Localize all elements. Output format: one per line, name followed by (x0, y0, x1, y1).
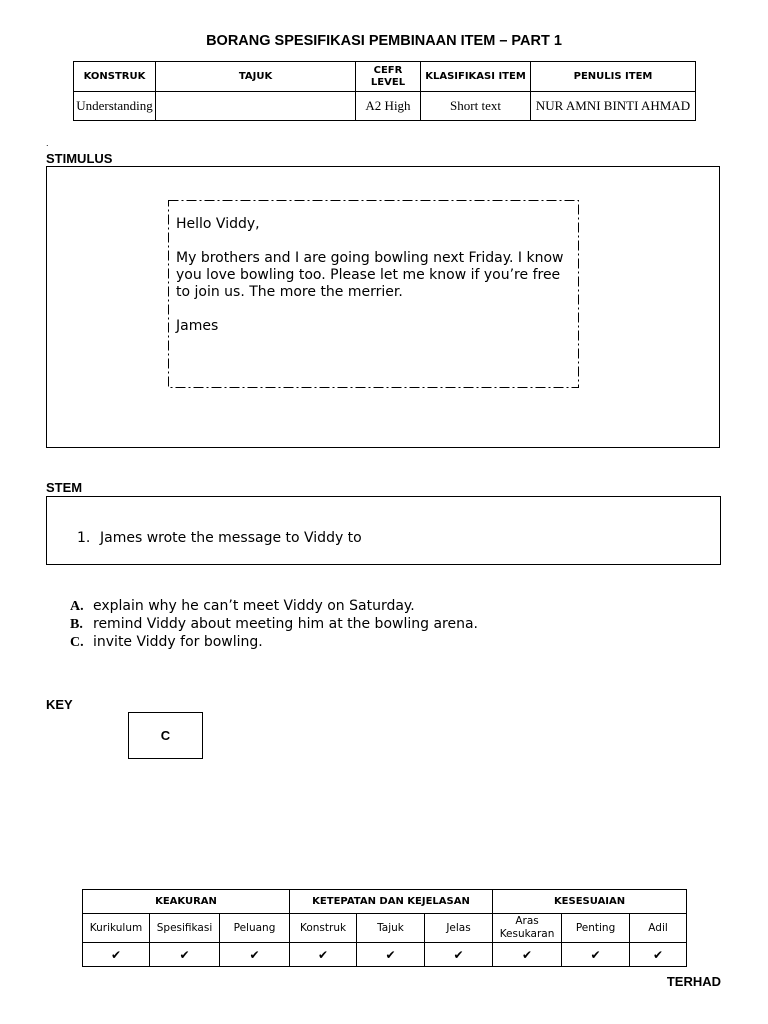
answer-key-value: C (160, 728, 171, 743)
spec-header-row (74, 62, 696, 92)
group-keakuran: KEAKURAN (83, 890, 290, 914)
stem-label: STEM (46, 480, 83, 495)
review-criteria-row (83, 914, 687, 943)
review-tick-row (83, 943, 687, 967)
criterion-kurikulum: Kurikulum (83, 914, 150, 943)
header-klasifikasi-item: KLASIFIKASI ITEM (421, 62, 531, 92)
value-cefr-level: A2 High (356, 92, 421, 121)
stimulus-label: STIMULUS (46, 151, 113, 166)
key-label: KEY (46, 697, 73, 712)
header-cefr-level: CEFR LEVEL (356, 62, 421, 92)
note-signoff: James (176, 318, 219, 334)
criterion-tajuk: Tajuk (357, 914, 425, 943)
tick-spesifikasi: ✔ (150, 943, 220, 967)
note-body: My brothers and I are going bowling next Friday. I know you love bowling too. Please let me know if you’re free to join us. The more the merrier. (176, 250, 564, 300)
tick-kurikulum: ✔ (83, 943, 150, 967)
criterion-aras-kesukaran: Aras Kesukaran (493, 914, 562, 943)
tick-jelas: ✔ (425, 943, 493, 967)
marker-dot: . (46, 138, 49, 148)
value-tajuk (156, 92, 356, 121)
criterion-spesifikasi: Spesifikasi (150, 914, 220, 943)
value-penulis-item: NUR AMNI BINTI AHMAD (531, 92, 696, 121)
stem-question (77, 529, 362, 547)
criterion-penting: Penting (562, 914, 630, 943)
tick-penting: ✔ (562, 943, 630, 967)
option-text: explain why he can’t meet Viddy on Saturday. (93, 598, 415, 614)
tick-tajuk: ✔ (357, 943, 425, 967)
option-letter: B. (70, 617, 83, 632)
option-text: invite Viddy for bowling. (93, 634, 263, 650)
option-c (70, 633, 478, 651)
note-greeting: Hello Viddy, (176, 216, 260, 232)
header-tajuk: TAJUK (156, 62, 356, 92)
value-klasifikasi-item: Short text (421, 92, 531, 121)
option-letter: A. (70, 599, 84, 614)
criterion-konstruk: Konstruk (290, 914, 357, 943)
option-letter: C. (70, 635, 84, 650)
answer-key-box (128, 712, 203, 759)
group-kesesuaian: KESESUAIAN (493, 890, 687, 914)
header-penulis-item: PENULIS ITEM (531, 62, 696, 92)
tick-konstruk: ✔ (290, 943, 357, 967)
header-konstruk: KONSTRUK (74, 62, 156, 92)
tick-adil: ✔ (630, 943, 687, 967)
option-a (70, 597, 478, 615)
criterion-adil: Adil (630, 914, 687, 943)
tick-aras-kesukaran: ✔ (493, 943, 562, 967)
value-konstruk: Understanding (74, 92, 156, 121)
classification-label: TERHAD (666, 974, 721, 989)
document-title: BORANG SPESIFIKASI PEMBINAAN ITEM – PART 1 (206, 33, 562, 49)
criterion-peluang: Peluang (220, 914, 290, 943)
message-note (168, 200, 578, 387)
review-group-row (83, 890, 687, 914)
stem-question-text: James wrote the message to Viddy to (100, 530, 362, 546)
tick-peluang: ✔ (220, 943, 290, 967)
group-ketepatan-dan-kejelasan: KETEPATAN DAN KEJELASAN (290, 890, 493, 914)
option-b (70, 615, 478, 633)
review-checklist-table (82, 889, 687, 967)
spec-value-row (74, 92, 696, 121)
stem-number: 1. (77, 530, 91, 546)
criterion-jelas: Jelas (425, 914, 493, 943)
item-spec-table (73, 61, 696, 121)
answer-options (70, 597, 478, 651)
option-text: remind Viddy about meeting him at the bowling arena. (93, 616, 478, 632)
